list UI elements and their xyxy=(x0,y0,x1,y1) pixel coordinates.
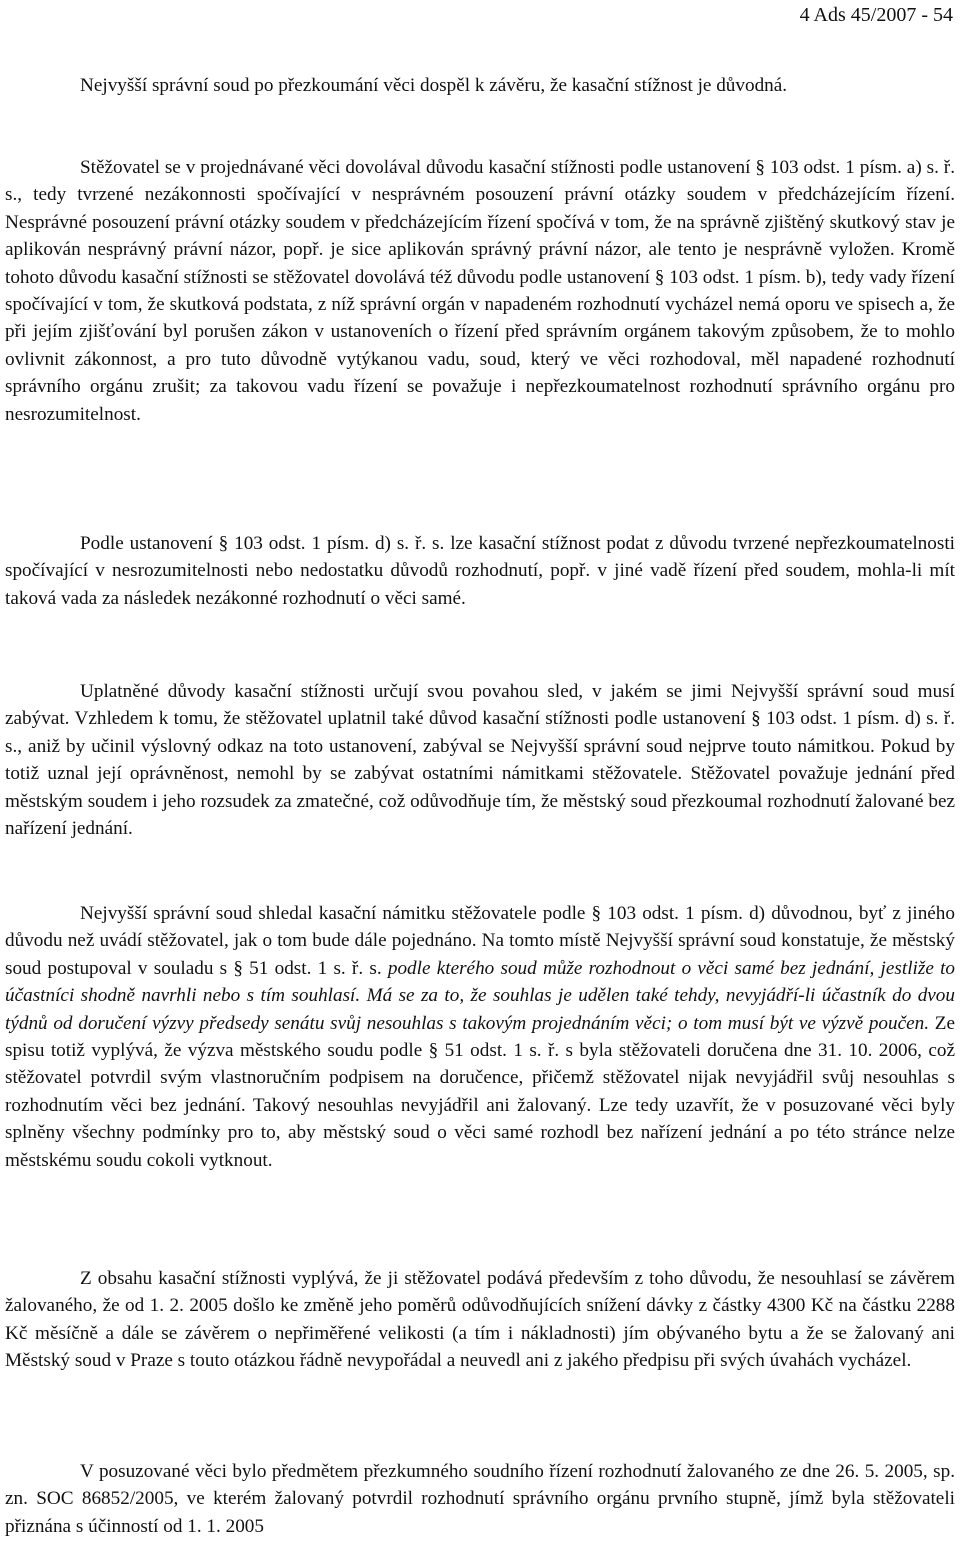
page-header-reference: 4 Ads 45/2007 - 54 xyxy=(799,4,953,26)
text-segment: Podle ustanovení § 103 odst. 1 písm. d) s. ř. s. lze kasační stížnost podat z důvodu tvrzené nepřezkoumatelnosti spočívající v nesrozumitelnosti nebo nedostatku důvodů rozhodnutí, popř. v jiné vadě řízení před soudem, mohla-li mít taková vada za následek nezákonné rozhodnutí o věci samé. xyxy=(5,533,955,609)
text-segment: Ze spisu totiž vyplývá, že výzva městského soudu podle § 51 odst. 1 s. ř. s byla stěžovateli doručena dne 31. 10. 2006, což stěžovatel potvrdil svým vlastnoručním podpisem na doručence, přičemž stěžovatel nijak nevyjádřil svůj nesouhlas s rozhodnutím věci bez jednání. Takový nesouhlas nevyjádřil ani žalovaný. Lze tedy uzavřít, že v posuzované věci byly splněny všechny podmínky pro to, aby městský soud o věci samé rozhodl bez nařízení jednání a po této stránce nelze městskému soudu cokoli vytknout. xyxy=(5,1012,955,1171)
paragraph-order-of-review xyxy=(5,678,955,842)
text-segment: Uplatněné důvody kasační stížnosti určují svou povahou sled, v jakém se jimi Nejvyšší správní soud musí zabývat. Vzhledem k tomu, že stěžovatel uplatnil také důvod kasační stížnosti podle ustanovení § 103 odst. 1 písm. d) s. ř. s., aniž by učinil výslovný odkaz na toto ustanovení, zabýval se Nejvyšší správní soud nejprve touto námitkou. Pokud by totiž uznal její oprávněnost, nemohl by se zabývat ostatními námitkami stěžovatele. Stěžovatel považuje jednání před městským soudem i jeho rozsudek za zmatečné, což odůvodňuje tím, že městský soud přezkoumal rozhodnutí žalované bez nařízení jednání. xyxy=(5,681,955,840)
text-segment-quote: podle kterého soud může rozhodnout o věci samé bez jednání, jestliže to účastníci shodně navrhli nebo s tím souhlasí. Má se za to, že souhlas je udělen také tehdy, nevyjádří-li účastník do dvou týdnů od doručení výzvy předsedy senátu svůj nesouhlas s takovým projednáním věci; o tom musí být ve výzvě poučen. xyxy=(5,957,956,1034)
paragraph-grounds xyxy=(5,154,955,428)
paragraph-conclusion xyxy=(5,72,955,99)
paragraph-legal-basis xyxy=(5,530,955,612)
text-segment: Nejvyšší správní soud po přezkoumání věci dospěl k závěru, že kasační stížnost je důvodná. xyxy=(80,75,788,96)
paragraph-complaint-content xyxy=(5,1265,955,1375)
text-segment: Z obsahu kasační stížnosti vyplývá, že ji stěžovatel podává především z toho důvodu, že nesouhlasí se závěrem žalovaného, že od 1. 2. 2005 došlo ke změně jeho poměrů odůvodňujících snížení dávky z částky 4300 Kč na částku 2288 Kč měsíčně a dále se závěrem o nepřiměřené velikosti (a tím i nákladnosti) jím obývaného bytu a že se žalovaný ani Městský soud v Praze s touto otázkou řádně nevypořádal a neuvedl ani z jakého předpisu při svých úvahách vycházel. xyxy=(5,1268,955,1372)
text-segment: Nejvyšší správní soud shledal kasační námitku stěžovatele podle § 103 odst. 1 písm. d) důvodnou, byť z jiného důvodu než uvádí stěžovatel, jak o tom bude dále pojednáno. Na tomto místě Nejvyšší správní soud konstatuje, že městský soud postupoval v souladu s § 51 odst. 1 s. ř. s. xyxy=(5,903,955,979)
text-segment: Stěžovatel se v projednávané věci dovolával důvodu kasační stížnosti podle ustanovení § 103 odst. 1 písm. a) s. ř. s., tedy tvrzené nezákonnosti spočívající v nesprávném posouzení právní otázky soudem v předcházejícím řízení. Nesprávné posouzení právní otázky soudem v předcházejícím řízení spočívá v tom, že na správně zjištěný skutkový stav je aplikován nesprávný právní názor, popř. je sice aplikován správný právní názor, ale tento je nesprávně vyložen. Kromě tohoto důvodu kasační stížnosti se stěžovatel dovolává též důvodu podle ustanovení § 103 odst. 1 písm. b), tedy vady řízení spočívající v tom, že skutková podstata, z níž správní orgán v napadeném rozhodnutí vycházel nemá oporu ve spisech a, že při jejím zjišťování byl porušen zákon v ustanoveních o řízení před správním orgánem takovým způsobem, že to mohlo ovlivnit zákonnost, a pro tuto důvodně vytýkanou vadu, soud, který ve věci rozhodoval, měl napadené rozhodnutí správního orgánu zrušit; za takovou vadu řízení se považuje i nepřezkoumatelnost rozhodnutí správního orgánu pro nesrozumitelnost. xyxy=(5,157,955,425)
text-segment: V posuzované věci bylo předmětem přezkumného soudního řízení rozhodnutí žalovaného ze dne 26. 5. 2005, sp. zn. SOC 86852/2005, ve kterém žalovaný potvrdil rozhodnutí správního orgánu prvního stupně, jímž byla stěžovateli přiznána s účinností od 1. 1. 2005 xyxy=(5,1461,955,1537)
paragraph-subject-of-review xyxy=(5,1458,955,1540)
paragraph-court-finding xyxy=(5,900,955,1174)
